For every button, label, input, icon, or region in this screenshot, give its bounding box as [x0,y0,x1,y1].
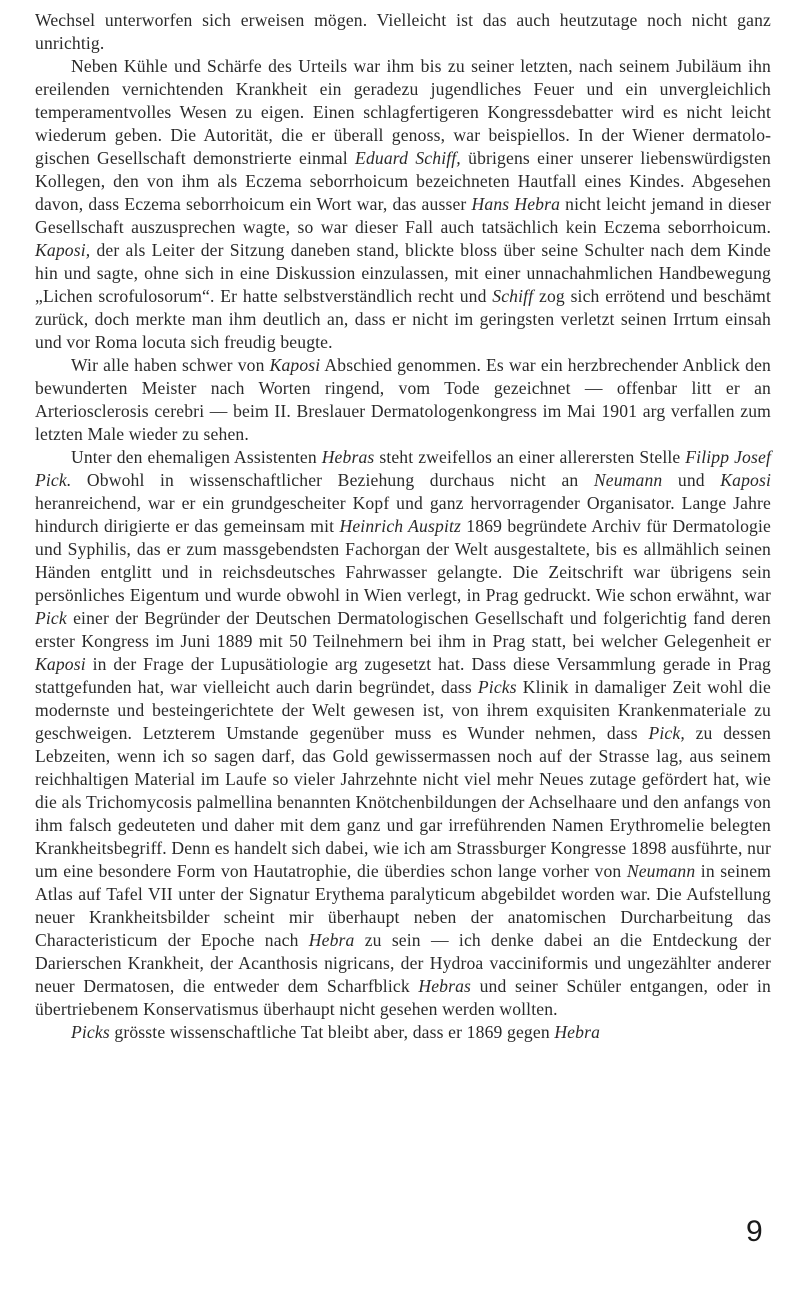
text-run: zu sein — ich denke dabei an die Entdeckung der Darierschen Krankheit, der Acanthosis nigricans, der Hydroa vacciniformis und ungezählter anderer neuer Dermatosen, die entweder dem Scharfblick [35,930,771,996]
italic-name: Kaposi [269,355,321,375]
text-run: übrigens einer unserer liebenswürdigsten Kollegen, den von ihm als Eczema seborrhoicum bezeichneten Hautfall eines Kindes. Abgesehen davon, dass Eczema seborrhoicum ein Wort war, das ausser [35,148,771,214]
italic-name: Pick [35,608,67,628]
italic-name: Picks [477,677,517,697]
italic-name: Eduard Schiff, [355,148,461,168]
paragraph [35,9,771,55]
italic-name: Kaposi [720,470,772,490]
paragraph [35,55,771,354]
italic-name: Kaposi, [35,240,91,260]
paragraph [35,1021,771,1044]
text-run: Klinik in damaliger Zeit wohl die modernste und besteingerichtete der Welt gewesen ist, von ihrem exquisiten Krankenmateriale zu geschweigen. Letzterem Umstande gegenüber muss es Wunder nehmen, dass [35,677,771,743]
italic-name: Heinrich Auspitz [339,516,462,536]
italic-name: Hans Hebra [471,194,561,214]
text-run: in seinem Atlas auf Tafel VII unter der Signatur Erythema paralyticum abgebildet worden war. Die Aufstellung neuer Krankheitsbilder scheint mir überhaupt neben der anatomischen Durcharbeitung das Characteristicum der Epoche nach [35,861,771,950]
text-run: Obwohl in wissenschaftlicher Beziehung durchaus nicht an [71,470,594,490]
page-number: 9 [746,1215,763,1248]
body-text [35,9,771,1044]
text-run: 1869 begründete Archiv für Dermatologie und Syphilis, das er zum massgebendsten Fachorgan der Welt ausgestaltete, bis es allmählich seinen Händen entglitt und in reichsdeutsches Fahrwasser gelangte. Die Zeitschrift war übrigens sein persönliches Eigentum und wurde obwohl in Wien verlegt, in Prag gedruckt. Wie schon erwähnt, war [35,516,772,605]
text-run: grösste wissenschaftliche Tat bleibt aber, dass er 1869 gegen [109,1022,555,1042]
text-run: und seiner Schüler entgangen, oder in übertriebenem Konservatismus überhaupt nicht gesehen werden wollten. [35,976,771,1019]
italic-name: Picks [71,1022,110,1042]
italic-name: Schiff [492,286,534,306]
text-run: einer der Begründer der Deutschen Dermatologischen Gesellschaft und folgerichtig fand deren erster Kongress im Juni 1889 mit 50 Teilnehmern bei ihm in Prag statt, bei welcher Gelegenheit er [35,608,771,651]
italic-name: Filipp Josef Pick. [35,447,771,490]
text-run: Wir alle haben schwer von [71,355,270,375]
text-run: und [662,470,721,490]
italic-name: Neumann [593,470,663,490]
text-run: Unter den ehemaligen Assistenten [71,447,322,467]
text-run: steht zweifellos an einer allerersten Stelle [374,447,686,467]
text-run: Wechsel unterworfen sich erweisen mögen. Vielleicht ist das auch heutzutage noch nicht ganz unrichtig. [35,10,771,53]
text-run: zu dessen Lebzeiten, wenn ich so sagen darf, das Gold gewissermassen noch auf der Strasse lag, aus seinem reichhaltigen Material im Laufe so vieler Jahrzehnte nicht viel mehr Neues zutage gefördert hat, wie die als Trichomycosis palmellina benannten Knötchenbildungen der Achselhaare und den anfangs von ihm falsch gedeuteten und daher mit dem ganz und gar irreführenden Namen Erythromelie belegten Krankheitsbegriff. Denn es handelt sich dabei, wie ich am Strassburger Kongresse 1898 ausführte, nur um eine besondere Form von Hautatrophie, die überdies schon lange vorher von [35,723,771,881]
paragraph [35,354,771,446]
italic-name: Hebras [418,976,472,996]
text-run: nicht leicht jemand in dieser Gesellschaft auszusprechen wagte, so war dieser Fall auch tatsächlich kein Eczema seborrhoicum. [35,194,771,237]
text-run: der als Leiter der Sitzung daneben stand, blickte bloss über seine Schulter nach dem Kinde hin und sagte, ohne sich in eine Diskussion einzulassen, mit einer unnachahmlichen Handbewegung „Lichen scrofulosorum“. Er hatte selbstverständlich recht und [35,240,771,306]
text-run: zog sich errötend und beschämt zurück, doch merkte man ihm deutlich an, dass er nicht im geringsten verletzt seinen Irrtum einsah und vor Roma locuta sich freudig beugte. [35,286,771,352]
text-run: Abschied genommen. Es war ein herzbrechender Anblick den bewunderten Meister nach Worten ringend, vom Tode gezeichnet — offenbar litt er an Arteriosclerosis cerebri — beim II. Breslauer Dermatologenkongress im Mai 1901 arg verfallen zum letzten Male wieder zu sehen. [35,355,771,444]
italic-name: Hebra [308,930,355,950]
text-run: heranreichend, war er ein grundgescheiter Kopf und ganz hervorragender Organisator. Lange Jahre hindurch dirigierte er das gemeinsam mit [35,493,771,536]
text-run: in der Frage der Lupusätiologie arg zugesetzt hat. Dass diese Versammlung gerade in Prag stattgefunden hat, war vielleicht auch darin begründet, dass [35,654,771,697]
italic-name: Hebra [554,1022,601,1042]
italic-name: Pick, [648,723,685,743]
italic-name: Hebras [321,447,375,467]
italic-name: Kaposi [35,654,86,674]
italic-name: Neumann [626,861,696,881]
paragraph [35,446,771,1021]
text-run: Neben Kühle und Schärfe des Urteils war ihm bis zu seiner letzten, nach seinem Jubiläum ihn ereilenden vernichtenden Krankheit ein geradezu jugendliches Feuer und ein unvergleichlich temperamentvolles Wesen zu eigen. Einen schlagfertigeren Kongressdebatter wird es nicht leicht wiederum geben. Die Autorität, die er überall genoss, war beispiellos. In der Wiener dermatologischen Gesellschaft demonstrierte einmal [35,56,771,168]
